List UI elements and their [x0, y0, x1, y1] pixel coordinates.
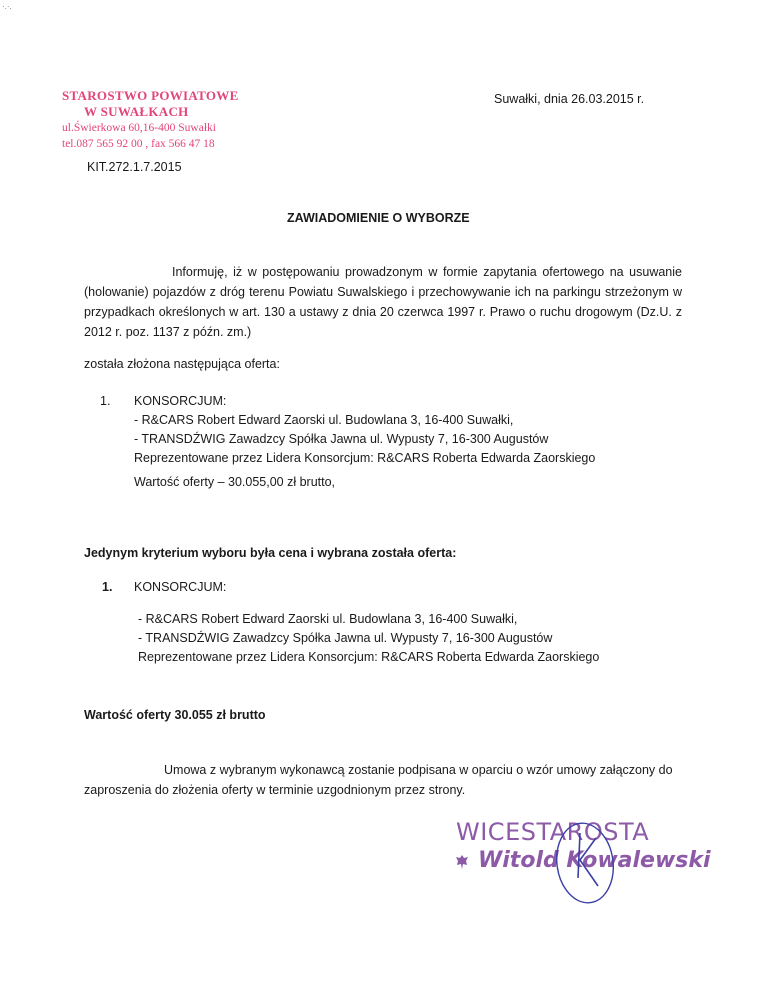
intro-paragraph [84, 262, 682, 342]
closing-text: Umowa z wybranym wykonawcą zostanie podpisana w oparciu o wzór umowy załączony do zaproszenia do złożenia oferty w terminie uzgodnionym przez strony. [84, 763, 673, 797]
offer-2-line-1: - R&CARS Robert Edward Zaorski ul. Budowlana 3, 16-400 Suwałki, [138, 612, 518, 626]
reference-number: KIT.272.1.7.2015 [87, 160, 182, 174]
selection-criterion: Jedynym kryterium wyboru była cena i wybrana została oferta: [84, 546, 457, 560]
offer-1-value: Wartość oferty – 30.055,00 zł brutto, [134, 475, 336, 489]
offer-2-line-3: Reprezentowane przez Lidera Konsorcjum: R&CARS Roberta Edwarda Zaorskiego [138, 650, 600, 664]
offers-lead: została złożona następująca oferta: [84, 357, 280, 371]
offer-1-line-3: Reprezentowane przez Lidera Konsorcjum: R&CARS Roberta Edwarda Zaorskiego [134, 451, 596, 465]
closing-paragraph [84, 760, 684, 800]
stamp-line-2: W SUWAŁKACH [84, 104, 189, 119]
stamp-line-1: STAROSTWO POWIATOWE [62, 88, 239, 103]
offer-1-line-1: - R&CARS Robert Edward Zaorski ul. Budowlana 3, 16-400 Suwałki, [134, 413, 514, 427]
handwritten-signature [540, 808, 630, 908]
scan-speck: ·.·. [2, 2, 12, 11]
offer-1-body [134, 392, 694, 468]
offer-1-name: KONSORCJUM: [134, 394, 227, 408]
offer-2-line-2: - TRANSDŹWIG Zawadzcy Spółka Jawna ul. Wypusty 7, 16-300 Augustów [138, 631, 553, 645]
offer-1-line-2: - TRANSDŹWIG Zawadzcy Spółka Jawna ul. Wypusty 7, 16-300 Augustów [134, 432, 549, 446]
offer-2-number: 1. [102, 580, 113, 594]
document-title: ZAWIADOMIENIE O WYBORZE [287, 211, 470, 225]
intro-text: Informuję, iż w postępowaniu prowadzonym w formie zapytania ofertowego na usuwanie (holowanie) pojazdów z dróg terenu Powiatu Suwalskiego i przechowywanie ich na parkingu strzeżonym w przypadkach określonych w art. 130 a ustawy z dnia 20 czerwca 1997 r. Prawo o ruchu drogowym (Dz.U. z 2012 r. poz. 1137 z późn. zm.) [84, 265, 682, 339]
stamp-line-4: tel.087 565 92 00 , fax 566 47 18 [62, 138, 215, 150]
offer-2-lines [138, 610, 698, 667]
letter-date: Suwałki, dnia 26.03.2015 r. [494, 92, 645, 106]
offer-1-number: 1. [100, 394, 111, 408]
selected-offer-value: Wartość oferty 30.055 zł brutto [84, 708, 266, 722]
stamp-line-3: ul.Świerkowa 60,16-400 Suwałki [62, 122, 216, 134]
eagle-emblem-icon [454, 853, 470, 871]
office-stamp [62, 88, 282, 152]
title-stamp: WICESTAROSTA [456, 818, 650, 846]
name-stamp: Witold Kowalewski [478, 848, 711, 873]
offer-2-name: KONSORCJUM: [134, 580, 227, 594]
